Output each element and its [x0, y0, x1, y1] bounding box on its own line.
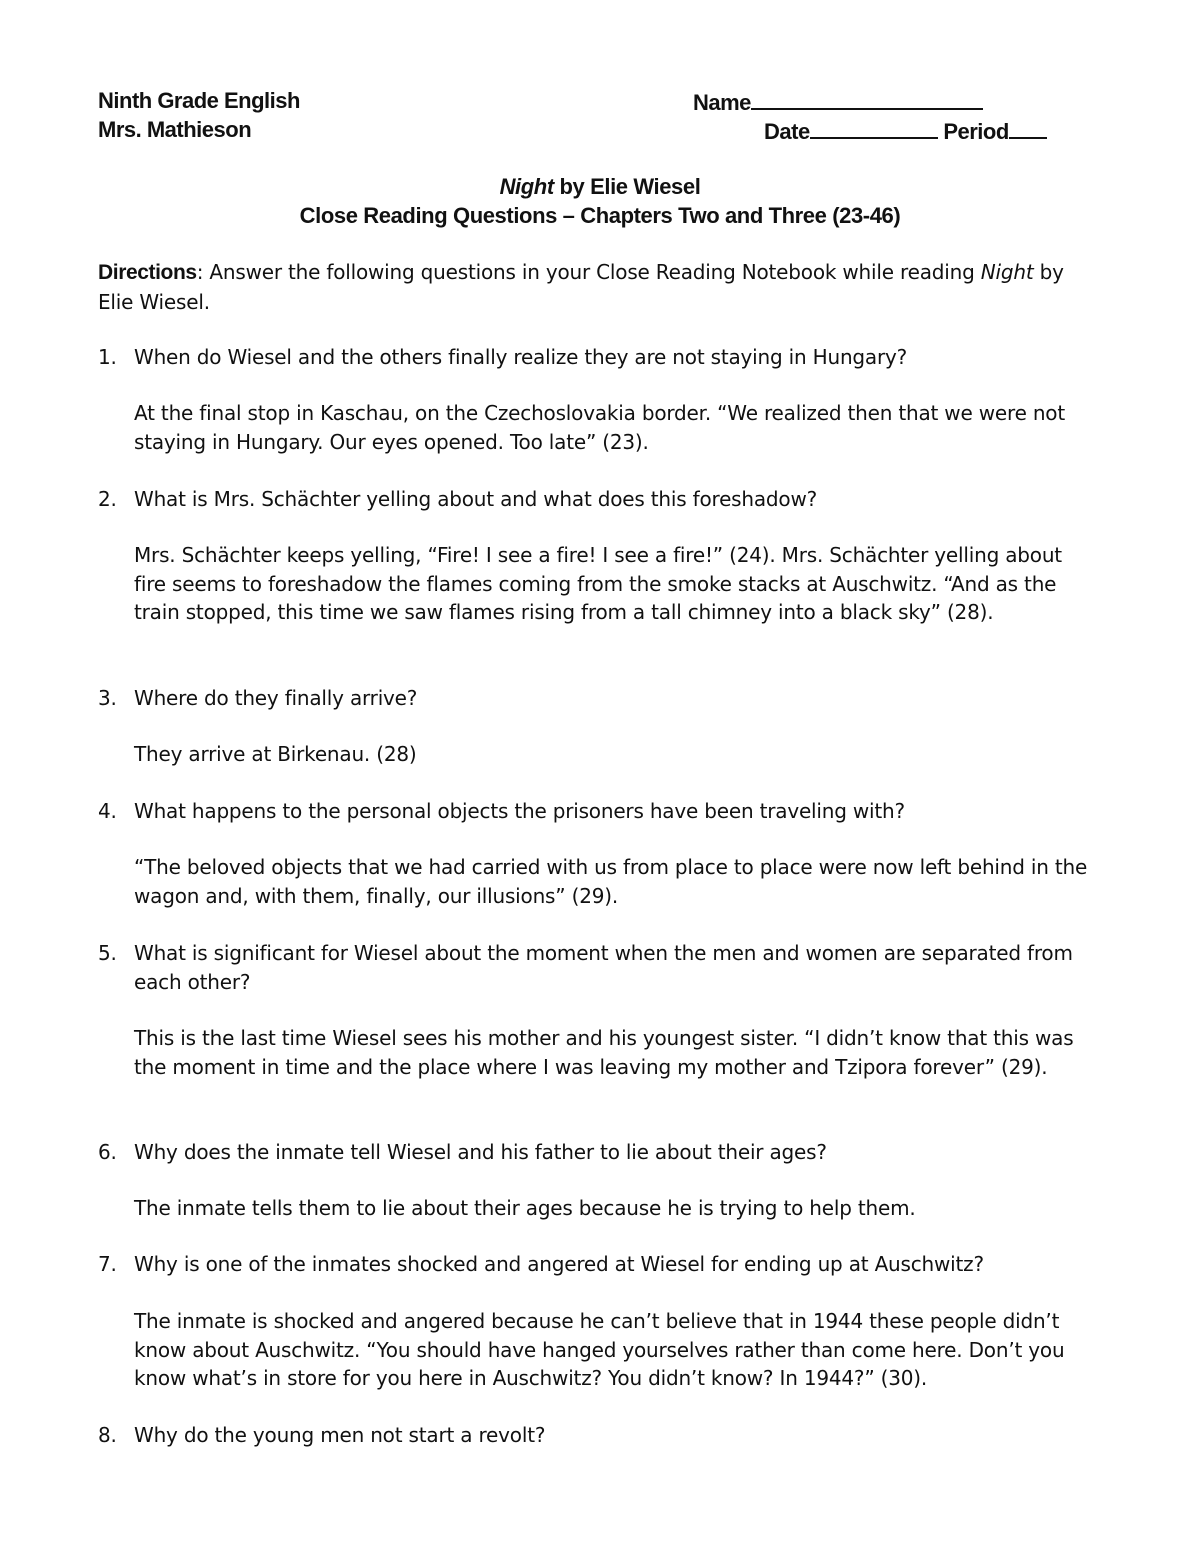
question-text: Why is one of the inmates shocked and angered at Wiesel for ending up at Auschwitz?	[134, 1252, 984, 1276]
question-8	[98, 1421, 1088, 1450]
question-number: 4.	[98, 799, 117, 823]
course-name: Ninth Grade English	[98, 88, 300, 113]
directions	[98, 258, 1098, 316]
question-3	[98, 684, 1088, 713]
question-7	[98, 1250, 1088, 1279]
name-field	[693, 88, 983, 116]
book-title-author: by Elie Wiesel	[553, 174, 701, 199]
question-number: 8.	[98, 1423, 117, 1447]
question-5	[98, 939, 1088, 996]
question-text: What happens to the personal objects the prisoners have been traveling with?	[134, 799, 905, 823]
answer-7: The inmate is shocked and angered because he can’t believe that in 1944 these people didn’t know about Auschwitz. “You should have hanged yourselves rather than come here. Don’t you know what’s in store for you here in Auschwitz? You didn’t know? In 1944?” (30).	[134, 1309, 1065, 1390]
question-number: 6.	[98, 1140, 117, 1164]
question-number: 5.	[98, 941, 117, 965]
date-blank-line	[810, 117, 938, 139]
answer-5: This is the last time Wiesel sees his mother and his youngest sister. “I didn’t know that this was the moment in time and the place where I was leaving my mother and Tzipora forever” (29).	[134, 1026, 1074, 1079]
question-number: 2.	[98, 487, 117, 511]
directions-label: Directions	[98, 261, 197, 284]
answer-2: Mrs. Schächter keeps yelling, “Fire! I see a fire! I see a fire!” (24). Mrs. Schächter yelling about fire seems to foreshadow the flames coming from the smoke stacks at Auschwitz. “And as the train stopped, this time we saw flames rising from a tall chimney into a black sky” (28).	[134, 543, 1062, 624]
question-number: 1.	[98, 345, 117, 369]
answer-6: The inmate tells them to lie about their ages because he is trying to help them.	[134, 1196, 916, 1220]
question-1	[98, 343, 1088, 372]
question-text: Why does the inmate tell Wiesel and his father to lie about their ages?	[134, 1140, 827, 1164]
answer-1: At the final stop in Kaschau, on the Czechoslovakia border. “We realized then that we were not staying in Hungary. Our eyes opened. Too late” (23).	[134, 401, 1065, 454]
teacher-name: Mrs. Mathieson	[98, 117, 252, 142]
answer-4: “The beloved objects that we had carried with us from place to place were now left behind in the wagon and, with them, finally, our illusions” (29).	[134, 855, 1088, 908]
name-label: Name	[693, 90, 751, 115]
period-label: Period	[943, 119, 1009, 144]
directions-text-end: by Elie Wiesel.	[98, 260, 1064, 314]
question-number: 7.	[98, 1252, 117, 1276]
directions-text: : Answer the following questions in your Close Reading Notebook while reading	[196, 260, 981, 284]
book-title-italic: Night	[499, 174, 554, 199]
question-text: When do Wiesel and the others finally realize they are not staying in Hungary?	[134, 345, 908, 369]
question-text: What is significant for Wiesel about the moment when the men and women are separated from each other?	[134, 941, 1073, 994]
worksheet-subtitle: Close Reading Questions – Chapters Two and Three (23-46)	[299, 203, 901, 228]
question-6	[98, 1138, 1088, 1167]
question-text: Where do they finally arrive?	[134, 686, 418, 710]
question-number: 3.	[98, 686, 117, 710]
question-text: What is Mrs. Schächter yelling about and what does this foreshadow?	[134, 487, 818, 511]
book-title	[0, 174, 1200, 200]
question-2	[98, 485, 1088, 514]
answer-3: They arrive at Birkenau. (28)	[134, 742, 417, 766]
period-blank-line	[1009, 117, 1047, 139]
date-label: Date	[764, 119, 810, 144]
question-4	[98, 797, 1088, 826]
name-blank-line	[751, 88, 983, 110]
question-text: Why do the young men not start a revolt?	[134, 1423, 546, 1447]
directions-book-italic: Night	[980, 260, 1034, 284]
date-period-field	[764, 117, 1047, 145]
